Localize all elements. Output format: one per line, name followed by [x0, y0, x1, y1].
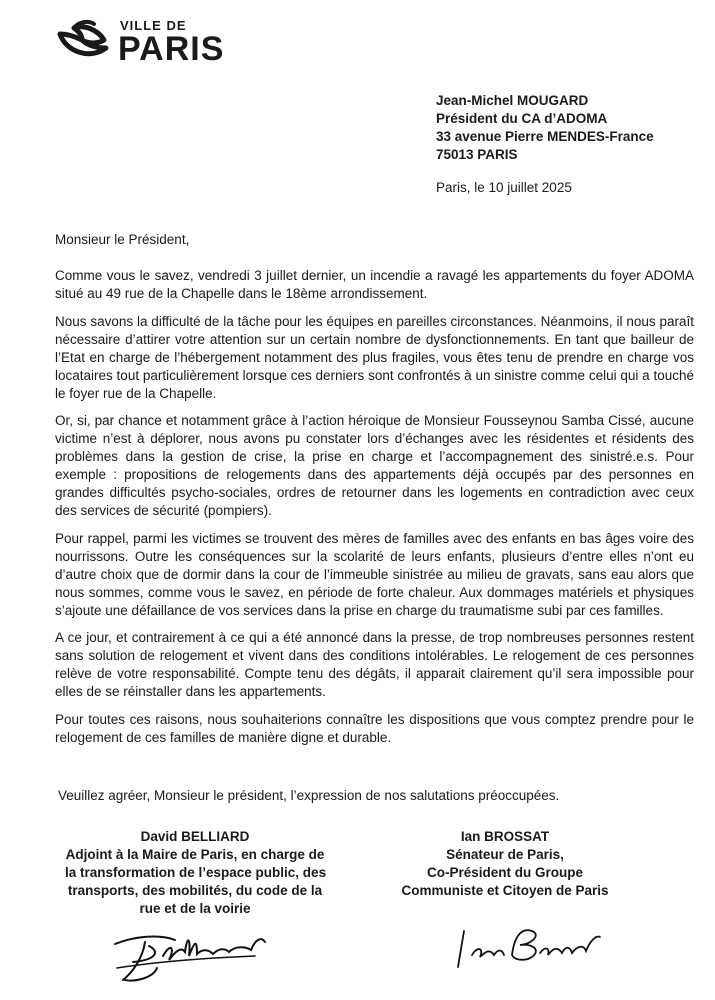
- paragraph: Pour rappel, parmi les victimes se trouvent des mères de familles avec des enfants en bas âges voire des nourrissons. Outre les conséquences sur la scolarité de leurs enfants, plusieurs d’entre elles n’ont eu d’autre choix que de dormir dans la cour de l’immeuble sinistrée au milieu de gravats, sans eau alors que nous sommes, comme vous le savez, en période de forte chaleur. Aux dommages matériels et physiques s’ajoute une défaillance de vos services dans la prise en charge du traumatisme subi par ces familles.: [55, 530, 694, 618]
- recipient-title: Président du CA d’ADOMA: [436, 111, 608, 126]
- signatory-role: Co-Président du Groupe: [426, 865, 583, 880]
- letter-body: [55, 231, 694, 756]
- salutation: Monsieur le Président,: [55, 232, 190, 247]
- ville-de-paris-logo: [54, 12, 244, 68]
- paragraph: A ce jour, et contrairement à ce qui a été annoncé dans la presse, de trop nombreuses personnes restent sans solution de relogement et vivent dans des conditions intolérables. Le relogement de ces personnes relève de votre responsabilité. Compte tenu des dégâts, il apparait clairement qu’il sera impossible pour elles de se réinstaller dans les appartements.: [55, 630, 694, 699]
- paragraph: Pour toutes ces raisons, nous souhaiterions connaître les dispositions que vous comptez prendre pour le relogement de ces familles de manière digne et durable.: [55, 711, 694, 745]
- signatory-role: Sénateur de Paris,: [446, 847, 564, 862]
- recipient-street: 33 avenue Pierre MENDES-France: [436, 129, 654, 144]
- signatory-role: transports, des mobilités, du code de la: [67, 883, 323, 898]
- recipient-name: Jean-Michel MOUGARD: [436, 93, 589, 108]
- recipient-city: 75013 PARIS: [436, 147, 518, 162]
- signatory-left: [65, 828, 325, 918]
- recipient-address: [436, 92, 654, 164]
- signatory-role: la transformation de l’espace public, des: [65, 865, 327, 880]
- letter-date: Paris, le 10 juillet 2025: [436, 180, 572, 195]
- signatory-role: Communiste et Citoyen de Paris: [401, 883, 609, 898]
- signatory-right: [375, 828, 635, 900]
- signatory-name: Ian BROSSAT: [460, 829, 550, 844]
- logo-line-paris: PARIS: [118, 30, 225, 68]
- signatory-role: rue et de la voirie: [139, 901, 251, 916]
- paragraph: Or, si, par chance et notamment grâce à l’action héroique de Monsieur Fousseynou Samba Cissé, aucune victime n’est à déplorer, nous avons pu constater lors d’échanges avec les résidentes et résidents des problèmes dans la gestion de crise, la prise en charge et l’accompagnement des sinistré.e.s. Pour exemple : propositions de relogements dans des appartements déjà occupés par des personnes en grandes difficultés psycho-sociales, ordres de retourner dans les logements en contradiction avec ceux des services de sécurité (pompiers).: [55, 413, 694, 518]
- handwritten-signature-icon: [105, 922, 290, 987]
- paragraph: Nous savons la difficulté de la tâche pour les équipes en pareilles circonstances. Néanmoins, il nous paraît nécessaire d’attirer votre attention sur un certain nombre de dysfonctionnements. En tant que bailleur de l’Etat en charge de l’hébergement notamment des plus fragiles, vous êtes tenu de prendre en charge vos locataires tout particulièrement lorsque ces derniers sont confrontés à un sinistre comme celui qui a touché le foyer rue de la Chapelle.: [55, 313, 694, 401]
- logo-line-ville-de: VILLE DE: [120, 18, 187, 33]
- paragraph: Comme vous le savez, vendredi 3 juillet dernier, un incendie a ravagé les appartements du foyer ADOMA situé au 49 rue de la Chapelle dans le 18ème arrondissement.: [55, 268, 694, 301]
- signatory-name: David BELLIARD: [140, 829, 250, 844]
- ville-de-paris-logo-icon: [54, 18, 112, 64]
- closing-formula: Veuillez agréer, Monsieur le président, l’expression de nos salutations préoccupées.: [58, 788, 560, 803]
- signatory-role: Adjoint à la Maire de Paris, en charge de: [65, 847, 325, 862]
- handwritten-signature-icon: [450, 915, 610, 975]
